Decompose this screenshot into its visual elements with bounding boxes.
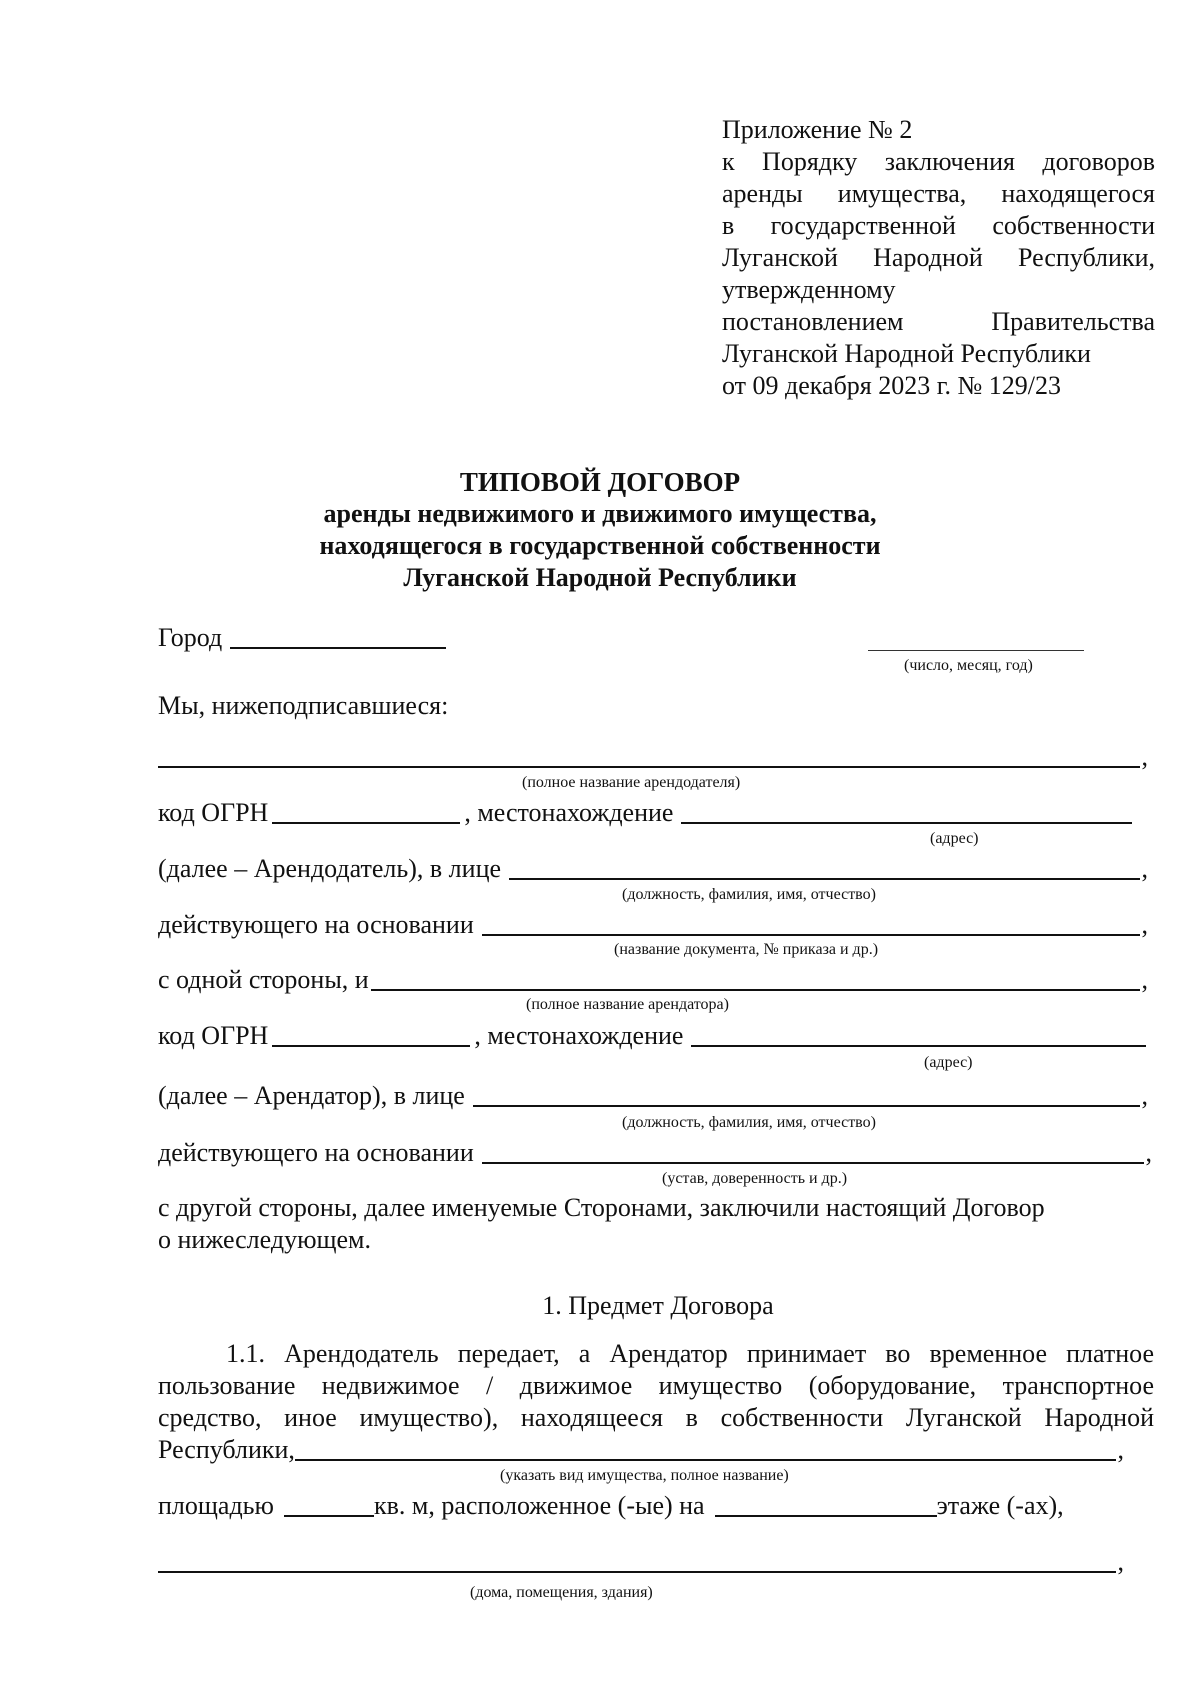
- appendix-date-line: от 09 декабря 2023 г. № 129/23: [722, 371, 1062, 400]
- appendix-text-line: в государственной собственности: [722, 211, 1155, 240]
- title-line: Луганской Народной Республики: [403, 563, 797, 592]
- landlord-name-caption: (полное название арендодателя): [522, 774, 741, 791]
- area-row: [158, 1490, 1118, 1522]
- property-row: [158, 1434, 1124, 1466]
- building-caption: (дома, помещения, здания): [470, 1584, 653, 1601]
- building-field[interactable]: [158, 1547, 1116, 1573]
- closing-line: о нижеследующем.: [158, 1225, 372, 1254]
- tenant-ogrn-field[interactable]: [272, 1021, 470, 1047]
- area-field[interactable]: [284, 1491, 374, 1517]
- section-paragraph-line: средство, иное имущество), находящееся в собственности Луганской Народной: [158, 1403, 1154, 1432]
- title-line: находящегося в государственной собственности: [319, 531, 881, 560]
- tenant-person-field[interactable]: [473, 1081, 1140, 1107]
- appendix-text-line: аренды имущества, находящегося: [722, 179, 1155, 208]
- landlord-basis-caption: (название документа, № приказа и др.): [614, 941, 879, 958]
- date-caption: (число, месяц, год): [904, 657, 1033, 674]
- comma: ,: [1117, 1435, 1124, 1464]
- section-paragraph-line: 1.1. Арендодатель передает, а Арендатор принимает во временное платное: [226, 1339, 1154, 1368]
- comma: ,: [1141, 854, 1148, 883]
- property-caption: (указать вид имущества, полное название): [500, 1467, 789, 1484]
- landlord-basis-field[interactable]: [482, 910, 1140, 936]
- tenant-name-caption: (полное название арендатора): [526, 996, 729, 1013]
- ogrn-label: код ОГРН: [158, 1021, 269, 1050]
- landlord-name-row: [158, 741, 1148, 773]
- comma: ,: [1117, 1547, 1124, 1576]
- closing-line: с другой стороны, далее именуемые Сторонами, заключили настоящий Договор: [158, 1193, 1045, 1222]
- landlord-basis-row: [158, 909, 1148, 941]
- tenant-address-caption: (адрес): [924, 1054, 973, 1071]
- appendix-text-line: постановлением Правительства: [722, 307, 1155, 336]
- comma: ,: [1141, 1081, 1148, 1110]
- floor-field[interactable]: [715, 1491, 937, 1517]
- comma: ,: [1145, 1138, 1152, 1167]
- landlord-name-field[interactable]: [158, 742, 1140, 768]
- city-row: [158, 622, 448, 654]
- appendix-number: Приложение № 2: [722, 115, 913, 144]
- ogrn-label: код ОГРН: [158, 798, 269, 827]
- tenant-address-field[interactable]: [691, 1021, 1146, 1047]
- appendix-text-line: Луганской Народной Республики,: [722, 243, 1155, 272]
- property-field[interactable]: [295, 1435, 1116, 1461]
- tenant-basis-caption: (устав, доверенность и др.): [662, 1170, 848, 1187]
- area-unit-label: кв. м, расположенное (-ые) на: [373, 1491, 705, 1520]
- location-label: , местонахождение: [464, 798, 674, 827]
- landlord-person-caption: (должность, фамилия, имя, отчество): [622, 886, 876, 903]
- appendix-text-line: к Порядку заключения договоров: [722, 147, 1155, 176]
- landlord-basis-label: действующего на основании: [158, 910, 474, 939]
- comma: ,: [1141, 742, 1148, 771]
- landlord-ogrn-field[interactable]: [272, 798, 460, 824]
- tenant-person-label: (далее – Арендатор), в лице: [158, 1081, 465, 1110]
- republic-word: Республики,: [158, 1435, 295, 1464]
- tenant-basis-label: действующего на основании: [158, 1138, 474, 1167]
- side-label: с одной стороны, и: [158, 965, 369, 994]
- tenant-basis-row: [158, 1137, 1152, 1169]
- title-line: аренды недвижимого и движимого имущества,: [323, 499, 877, 528]
- landlord-address-caption: (адрес): [930, 830, 979, 847]
- area-label: площадью: [158, 1491, 274, 1520]
- appendix-text-line: Луганской Народной Республики: [722, 339, 1091, 368]
- intro-text: Мы, нижеподписавшиеся:: [158, 691, 449, 720]
- date-field[interactable]: [868, 650, 1084, 651]
- section-heading: 1. Предмет Договора: [542, 1291, 774, 1320]
- landlord-person-field[interactable]: [509, 854, 1139, 880]
- title-main: ТИПОВОЙ ДОГОВОР: [459, 467, 741, 497]
- floor-label: этаже (-ах),: [936, 1491, 1064, 1520]
- tenant-person-caption: (должность, фамилия, имя, отчество): [622, 1114, 876, 1131]
- tenant-ogrn-row: [158, 1020, 1148, 1052]
- building-row: [158, 1546, 1124, 1578]
- comma: ,: [1141, 965, 1148, 994]
- comma: ,: [1141, 910, 1148, 939]
- section-paragraph-line: пользование недвижимое / движимое имущество (оборудование, транспортное: [158, 1371, 1154, 1400]
- appendix-text-line: утвержденному: [722, 275, 896, 304]
- city-label: Город: [158, 623, 223, 652]
- tenant-name-row: [158, 964, 1148, 996]
- landlord-ogrn-row: [158, 797, 1134, 829]
- tenant-name-field[interactable]: [371, 965, 1140, 991]
- tenant-person-row: [158, 1080, 1148, 1112]
- city-field[interactable]: [230, 623, 446, 649]
- landlord-person-row: [158, 853, 1148, 885]
- tenant-basis-field[interactable]: [482, 1138, 1144, 1164]
- location-label: , местонахождение: [474, 1021, 684, 1050]
- landlord-address-field[interactable]: [681, 798, 1132, 824]
- landlord-person-label: (далее – Арендодатель), в лице: [158, 854, 502, 883]
